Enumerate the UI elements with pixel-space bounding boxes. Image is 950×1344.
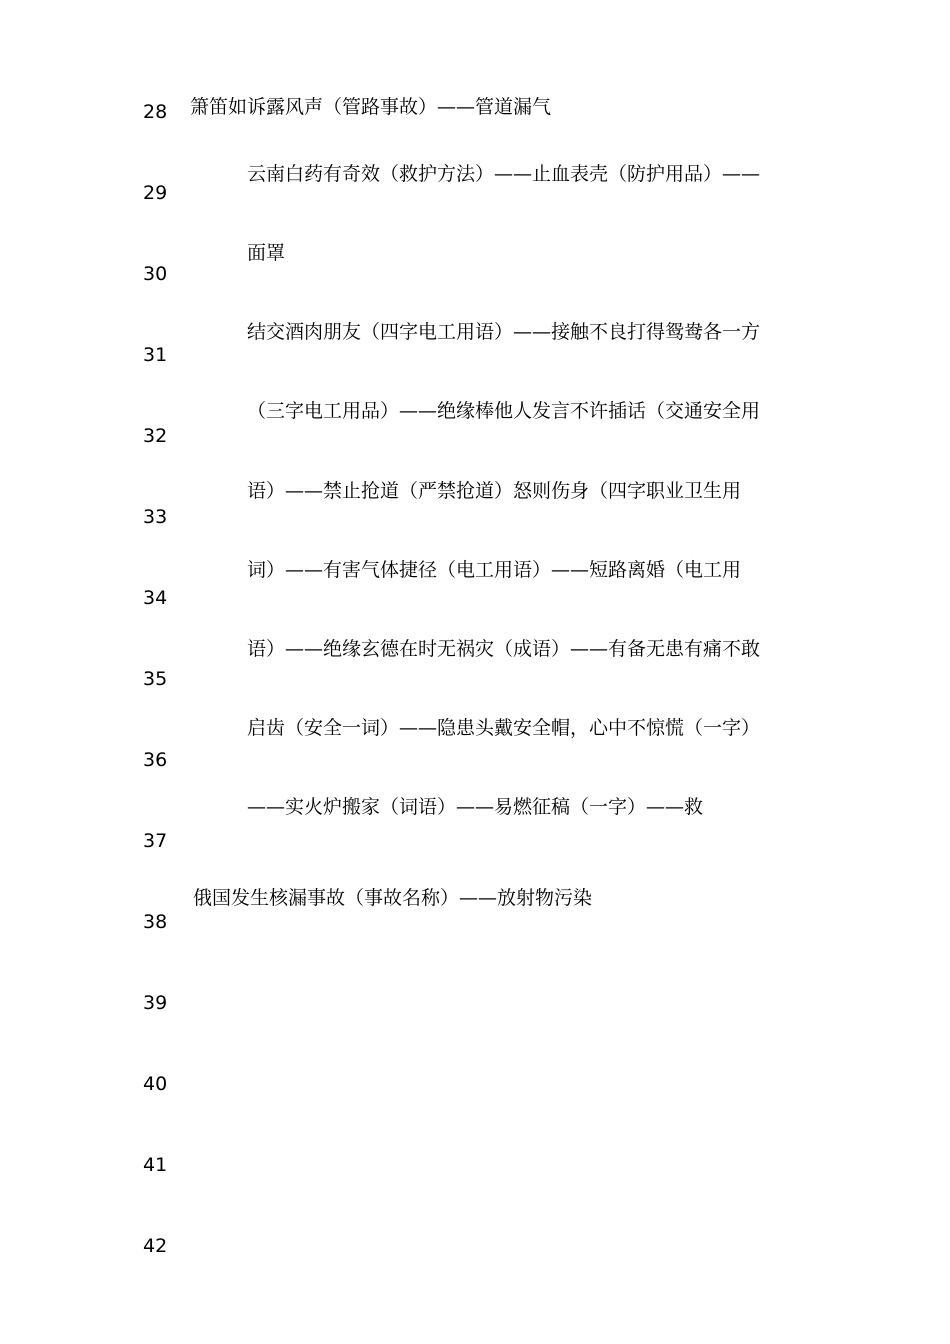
- line-number: 42: [143, 1235, 168, 1257]
- riddle-line: 语）——禁止抢道（严禁抢道）怒则伤身（四字职业卫生用: [247, 480, 742, 502]
- line-number: 33: [143, 506, 168, 528]
- riddle-line: 结交酒肉朋友（四字电工用语）——接触不良打得鸳鸯各一方: [247, 321, 761, 343]
- riddle-line: ——实火炉搬家（词语）——易燃征稿（一字）——救: [247, 796, 704, 818]
- line-number: 32: [143, 425, 168, 447]
- riddle-line: 语）——绝缘玄德在时无祸灾（成语）——有备无患有痛不敢: [247, 638, 761, 660]
- line-number: 35: [143, 668, 168, 690]
- riddle-line: 词）——有害气体捷径（电工用语）——短路离婚（电工用: [247, 559, 742, 581]
- line-number: 37: [143, 830, 168, 852]
- line-number: 31: [143, 344, 168, 366]
- line-number: 36: [143, 749, 168, 771]
- line-number: 40: [143, 1073, 168, 1095]
- line-number: 28: [143, 101, 168, 123]
- riddle-line: 云南白药有奇效（救护方法）——止血表壳（防护用品）——: [247, 163, 761, 185]
- line-number: 29: [143, 182, 168, 204]
- line-number: 41: [143, 1154, 168, 1176]
- line-number: 39: [143, 992, 168, 1014]
- riddle-line: 箫笛如诉露风声（管路事故）——管道漏气: [190, 96, 552, 118]
- line-number: 38: [143, 911, 168, 933]
- riddle-line: 启齿（安全一词）——隐患头戴安全帽，心中不惊慌（一字）: [247, 717, 761, 739]
- line-number: 30: [143, 263, 168, 285]
- riddle-line: （三字电工用品）——绝缘棒他人发言不许插话（交通安全用: [247, 400, 761, 422]
- line-number: 34: [143, 587, 168, 609]
- riddle-line: 俄国发生核漏事故（事故名称）——放射物污染: [193, 887, 593, 909]
- riddle-line: 面罩: [247, 242, 286, 264]
